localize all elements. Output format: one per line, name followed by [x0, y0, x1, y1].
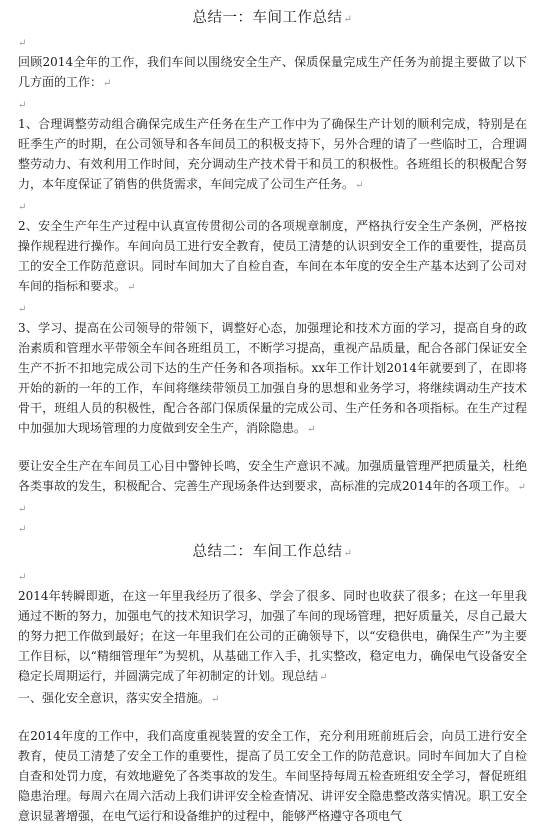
- paragraph-mark-icon: ↵: [18, 202, 27, 213]
- paragraph-mark-icon: ↵: [517, 482, 526, 493]
- paragraph-mark-icon: ↵: [343, 14, 353, 25]
- empty-paragraph: [18, 298, 527, 318]
- paragraph-mark-icon: ↵: [343, 548, 353, 559]
- empty-paragraph: [18, 518, 527, 538]
- paragraph-mark-icon: ↵: [307, 424, 316, 435]
- paragraph-mark-icon: ↵: [18, 504, 27, 515]
- doc-title-1: [18, 6, 527, 32]
- intro-text: 回顾2014全年的工作，我们车间以围绕安全生产、保质保量完成生产任务为前提主要做了以下几方面的工作：: [18, 55, 527, 89]
- paragraph-mark-icon: ↵: [211, 694, 220, 705]
- paragraph-mark-icon: ↵: [127, 282, 136, 293]
- closing-text: 要让安全生产在车间员工心目中警钟长鸣，安全生产意识不减。加强质量管理严把质量关，杜绝各类事故的发生，积极配合、完善生产现场条件达到要求，高标准的完成2014年的各项工作。: [18, 459, 527, 493]
- heading-1-text: 一、强化安全意识，落实安全措施。: [18, 691, 211, 705]
- paragraph-mark-icon: ↵: [18, 100, 27, 111]
- paragraph-mark-icon: ↵: [18, 304, 27, 315]
- section2-body-text: 在2014年度的工作中，我们高度重视装置的安全工作，充分利用班前班后会，向员工进行安全教育，使员工清楚了安全工作的重要性，提高了员工安全工作的防范意识。同时车间加大了自检自查和处罚力度，有效地避免了各类事故的发生。车间坚持每周五检查班组安全学习，督促班组隐患治理。每周六在周六活动上我们讲评安全检查情况、讲评安全隐患整改落实情况。职工安全意识显著增强，在电气运行和设备维护的过程中，能够严格遵守各项电气: [18, 729, 527, 823]
- section1-item-3: [18, 318, 527, 440]
- section2-intro: [18, 586, 527, 688]
- paragraph-mark-icon: ↵: [18, 572, 27, 583]
- paragraph-mark-icon: ↵: [355, 180, 364, 191]
- title-1-text: 总结一：车间工作总结: [192, 10, 343, 26]
- empty-paragraph: [18, 440, 527, 456]
- section2-heading-1: [18, 688, 527, 710]
- empty-paragraph: [18, 196, 527, 216]
- empty-paragraph: [18, 566, 527, 586]
- title-2-text: 总结二：车间工作总结: [192, 544, 343, 560]
- item-1-text: 1、合理调整劳动组合确保完成生产任务在生产工作中为了确保生产计划的顺利完成，特别是在旺季生产的时期，在公司领导和各车间员工的积极支持下，另外合理的请了一些临时工，合理调整劳动力、有效利用工作时间，充分调动生产技术骨干和员工的积极性。各班组长的积极配合努力，本年度保证了销售的供货需求，车间完成了公司生产任务。: [18, 117, 527, 191]
- section1-item-1: [18, 114, 527, 196]
- empty-paragraph: [18, 498, 527, 518]
- intro-paragraph: [18, 52, 527, 94]
- paragraph-mark-icon: ↵: [18, 524, 27, 535]
- empty-paragraph: [18, 94, 527, 114]
- item-3-text: 3、学习、提高在公司领导的带领下，调整好心态，加强理论和技术方面的学习，提高自身的政治素质和管理水平带领全车间各班组员工，不断学习提高，重视产品质量，配合各部门保证安全生产不折不扣地完成公司下达的生产任务和各项指标。xx年工作计划2014年就要到了，在即将开始的新的一年的工作，车间将继续带领员工加强自身的思想和业务学习，将继续调动生产技术骨干，班组人员的积极性，配合各部门保质保量的完成公司、生产任务和各项指标。在生产过程中加强加大现场管理的力度做到安全生产，消除隐患。: [18, 321, 527, 435]
- paragraph-mark-icon: ↵: [103, 78, 112, 89]
- section2-intro-text: 2014年转瞬即逝，在这一年里我经历了很多、学会了很多、同时也收获了很多；在这一年里我通过不断的努力，加强电气的技术知识学习，加强了车间的现场管理，把好质量关，尽自己最大的努力把工作做到最好；在这一年里我们在公司的正确领导下，以“安稳供电，确保生产”为主要工作目标，以“精细管理年”为契机，从基础工作入手，扎实整改，稳定电力，确保电气设备安全稳定长周期运行，并圆满完成了年初制定的计划。现总结: [18, 589, 527, 683]
- empty-paragraph: [18, 32, 527, 52]
- section1-closing: [18, 456, 527, 498]
- paragraph-mark-icon: ↵: [18, 38, 27, 49]
- item-2-text: 2、安全生产年生产过程中认真宣传贯彻公司的各项规章制度，严格执行安全生产条例，严格按操作规程进行操作。车间向员工进行安全教育，使员工清楚的认识到安全工作的重要性，提高员工的安全工作防范意识。同时车间加大了自检自查，车间在本年度的安全生产基本达到了公司对车间的指标和要求。: [18, 219, 527, 293]
- section1-item-2: [18, 216, 527, 298]
- doc-title-2: [18, 540, 527, 566]
- empty-paragraph: [18, 710, 527, 726]
- section2-body: [18, 726, 527, 826]
- paragraph-mark-icon: ↵: [319, 672, 328, 683]
